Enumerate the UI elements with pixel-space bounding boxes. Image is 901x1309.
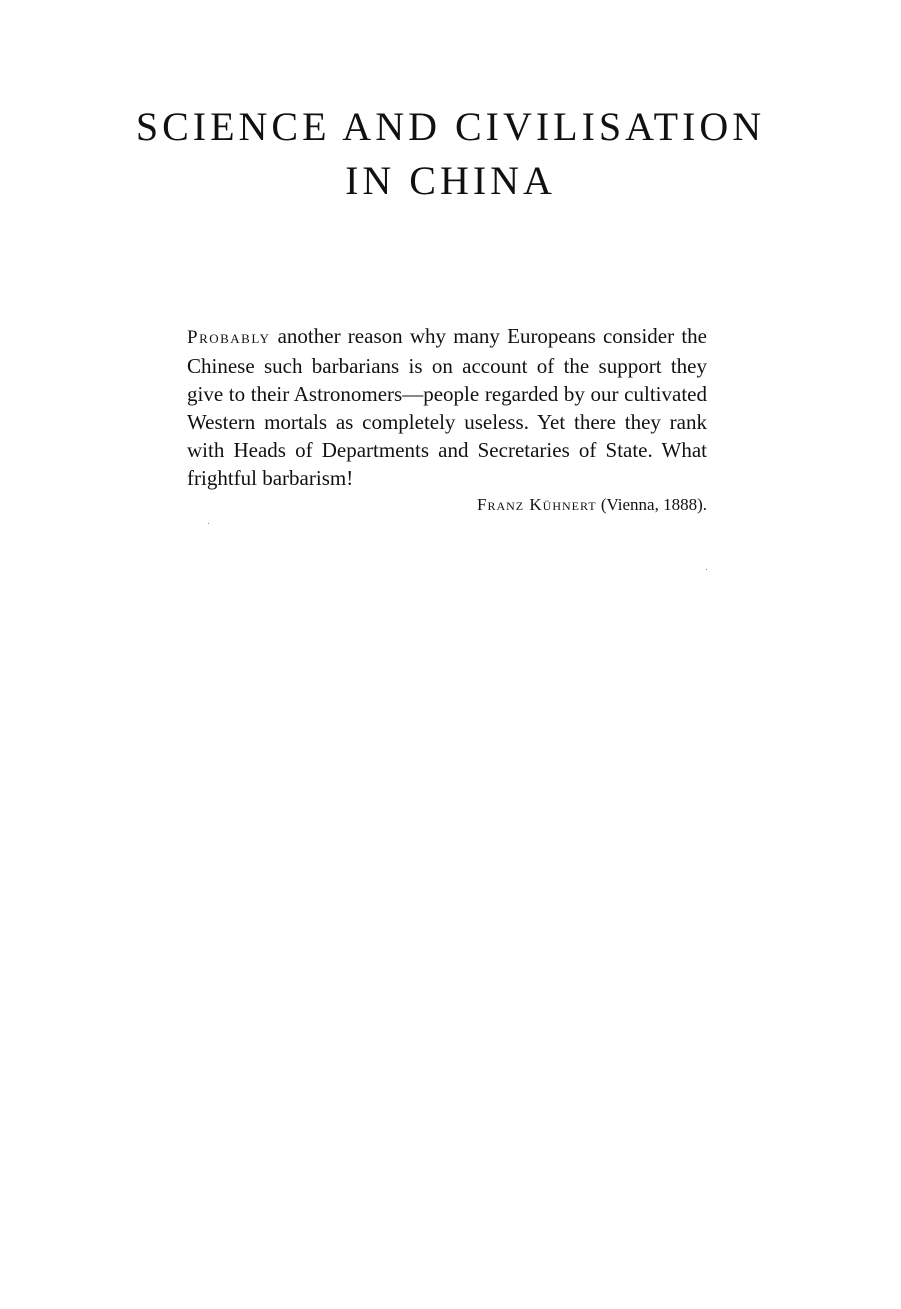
book-title [0, 100, 901, 208]
epigraph-lead-word: Probably [187, 327, 271, 348]
epigraph-author: Franz Kühnert [477, 495, 597, 514]
epigraph-source: (Vienna, 1888). [600, 495, 707, 514]
title-line-1: SCIENCE AND CIVILISATION [135, 104, 766, 149]
epigraph-text: another reason why many Europeans consider the Chinese such barbarians is on account of the support they give to their Astronomers—people regarded by our cultivated Western mortals as completely useless. Yet there they rank with Heads of Departments and Secretaries of State. What frightful barbarism! [187, 324, 707, 490]
epigraph-attribution [187, 494, 707, 516]
scan-speck [208, 523, 209, 524]
epigraph [187, 322, 707, 516]
epigraph-quote [187, 322, 707, 492]
title-line-2: IN CHINA [345, 158, 556, 203]
scan-speck [706, 569, 707, 570]
